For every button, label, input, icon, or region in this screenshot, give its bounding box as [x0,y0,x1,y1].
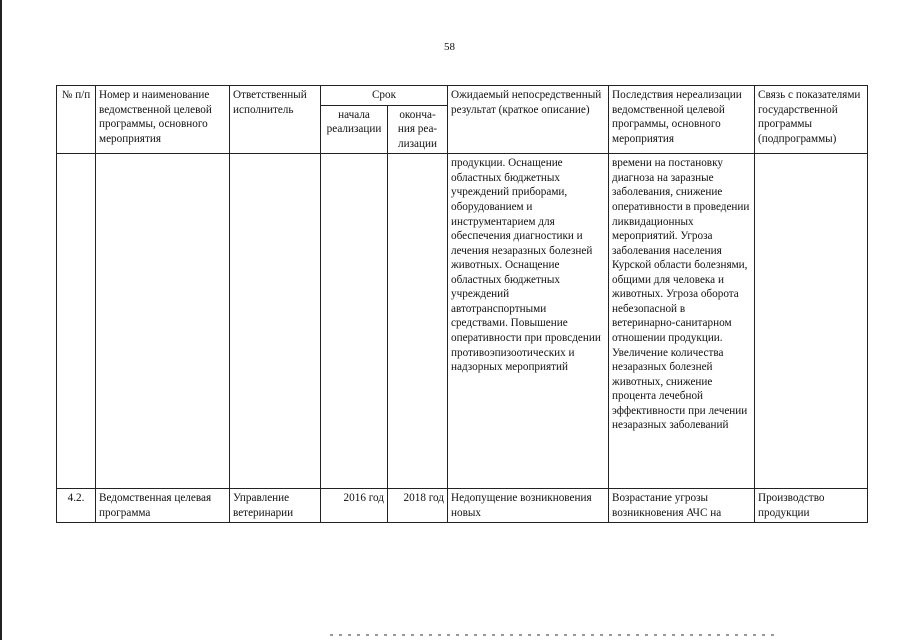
cell-name [96,154,230,489]
cell-num: 4.2. [57,489,96,523]
cell-responsible: Управление ветеринарии [230,489,321,523]
header-num: № п/п [57,86,96,154]
left-margin-line [0,0,2,640]
header-responsible: Ответственный исполнитель [230,86,321,154]
cell-end [388,154,448,489]
cell-link [755,154,868,489]
cell-consequences: времени на постановку диагноза на заразные заболевания, снижение оперативности в проведении ликвидационных мероприятий. Угроза заболевания населения Курской области болезнями, общими для человека и животных. Угроза оборота небезопасной в ветеринарно-санитарном отношении продукции. Увеличение количества незаразных болезней животных, снижение процента лечебной эффективности при лечении незаразных заболеваний [609,154,755,489]
header-result: Ожидаемый непосредственный результат (краткое описание) [448,86,609,154]
header-consequences: Последствия нереализации ведомственной целевой программы, основного мероприятия [609,86,755,154]
cell-start [321,154,388,489]
scan-artifact-line [330,634,780,636]
page-number: 58 [444,41,455,53]
header-row [57,86,868,106]
program-table [56,85,868,523]
cell-consequences: Возрастание угрозы возникновения АЧС на [609,489,755,523]
cell-name: Ведомственная целевая программа [96,489,230,523]
cell-responsible [230,154,321,489]
cell-result: Недопущение возникновения новых [448,489,609,523]
cell-num [57,154,96,489]
cell-link: Производство продукции [755,489,868,523]
header-start: начала реализации [321,105,388,154]
cell-result: продукции. Оснащение областных бюджетных учреждений приборами, оборудованием и инструментарием для обеспечения диагностики и лечения незаразных болезней животных. Оснащение областных бюджетных учреждений автотранспортными средствами. Повышение оперативности при провсдении противоэпизоотических и надзорных мероприятий [448,154,609,489]
header-end: оконча-ния реа-лизации [388,105,448,154]
header-term: Срок [321,86,448,106]
header-name: Номер и наименование ведомственной целевой программы, основного мероприятия [96,86,230,154]
header-link: Связь с показателями государственной программы (подпрограммы) [755,86,868,154]
cell-start: 2016 год [321,489,388,523]
cell-end: 2018 год [388,489,448,523]
table-row [57,489,868,523]
table-row [57,154,868,489]
